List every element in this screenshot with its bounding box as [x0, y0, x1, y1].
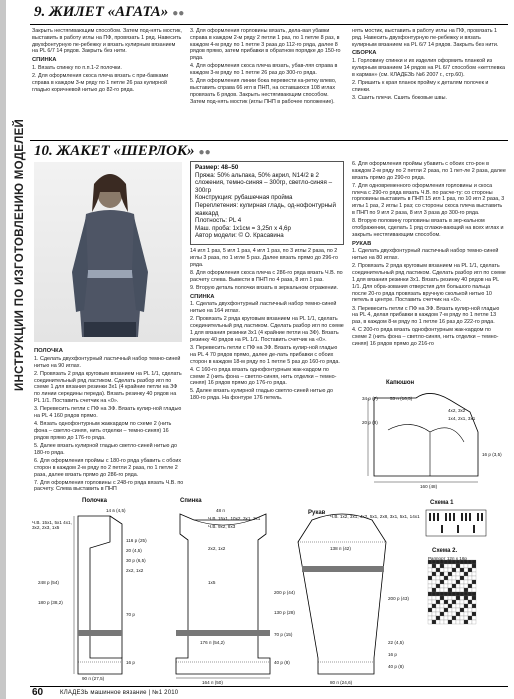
- schema2-cell: [464, 604, 468, 608]
- schema2-cell: [452, 588, 456, 592]
- schema2-cell: [428, 592, 432, 596]
- schema2-subtitle: Раппорт 12п х 16р: [428, 556, 467, 561]
- schema2-cell: [452, 596, 456, 600]
- schema2-cell: [432, 608, 436, 612]
- spinka-label-2: Ч.В. 9х2, 8х3: [208, 524, 236, 529]
- schema2-cell: [444, 588, 448, 592]
- schema2-cell: [460, 588, 464, 592]
- schema2-cell: [452, 608, 456, 612]
- schema2-cell: [468, 620, 472, 624]
- schema2-cell: [460, 608, 464, 612]
- schema2-cell: [464, 600, 468, 604]
- schema2-cell: [448, 584, 452, 588]
- schema2-cell: [428, 584, 432, 588]
- page: [30, 0, 508, 699]
- schema2-cell: [444, 600, 448, 604]
- schema2-cell: [468, 592, 472, 596]
- schema2-cell: [452, 620, 456, 624]
- schema2-cell: [440, 604, 444, 608]
- schema2-cell: [456, 592, 460, 596]
- schema2-cell: [432, 604, 436, 608]
- schema2-cell: [448, 592, 452, 596]
- schema2-cell: [452, 576, 456, 580]
- schema2-cell: [472, 596, 476, 600]
- schema2-cell: [468, 580, 472, 584]
- schema2-cell: [444, 608, 448, 612]
- spec-box: Размер: 48–50 Пряжа: 50% альпака, 50% акрил, N14/2 в 2 сложения, темно-синяя – 300гр, светло-синяя – 300гр Конструкция: рубашечная пройма Переплетения: кулирная гладь, од-нофонтурный жаккард Плотность: PL 4 Маш. проба: 1х1см = 3,25п х 4,6р Автор модели: © О. Красавина: [190, 161, 344, 245]
- sec9-title: 9. ЖИЛЕТ «АГАТА» ●●: [34, 4, 185, 20]
- schema2-cell: [448, 596, 452, 600]
- schema2-cell: [472, 608, 476, 612]
- schema2-cell: [456, 596, 460, 600]
- schema2-cell: [440, 580, 444, 584]
- schema2-cell: [440, 592, 444, 596]
- schema2-cell: [464, 568, 468, 572]
- hood-label-6: 16 р (3,5): [482, 452, 502, 457]
- schema2-cell: [448, 580, 452, 584]
- schema2-cell: [460, 612, 464, 616]
- schema2-cell: [468, 596, 472, 600]
- schema2-cell: [448, 600, 452, 604]
- rukav-label-4: 22 (4,5): [388, 640, 404, 645]
- schema2-cell: [428, 600, 432, 604]
- schema2-cell: [436, 568, 440, 572]
- schema2-cell: [460, 616, 464, 620]
- schema2-cell: [432, 580, 436, 584]
- footer-rule: [30, 686, 508, 687]
- schema2-cell: [432, 612, 436, 616]
- schema2-cell: [456, 620, 460, 624]
- schema2-cell: [436, 604, 440, 608]
- schema2-cell: [472, 564, 476, 568]
- schema2-cell: [456, 576, 460, 580]
- schema2-grid: [428, 560, 476, 624]
- schema2-cell: [448, 564, 452, 568]
- schema2-cell: [432, 616, 436, 620]
- rukav-label-0: Ч.В. 1х2, 3х1, 4х2, 5х1, 2х8, 3х1, 5х1, 14х1: [330, 514, 420, 519]
- spinka-title: Спинка: [180, 498, 202, 504]
- schema2-cell: [456, 580, 460, 584]
- schema2-cell: [456, 600, 460, 604]
- schema2-cell: [456, 564, 460, 568]
- spinka-label-0: 48 п: [216, 508, 225, 513]
- schema2-cell: [436, 584, 440, 588]
- hood-diagram: [360, 390, 506, 490]
- schema2-cell: [436, 564, 440, 568]
- schema2-cell: [428, 572, 432, 576]
- schema2-cell: [460, 580, 464, 584]
- schema2-cell: [452, 584, 456, 588]
- schema2-cell: [444, 576, 448, 580]
- schema2-cell: [456, 616, 460, 620]
- schema2-cell: [472, 592, 476, 596]
- schema2-cell: [436, 600, 440, 604]
- pattern-diagrams: [30, 506, 508, 682]
- polochka-label-10: 16 р: [126, 660, 135, 665]
- schema2-cell: [460, 564, 464, 568]
- schema2-cell: [444, 616, 448, 620]
- schema2-cell: [460, 584, 464, 588]
- schema2-cell: [460, 596, 464, 600]
- model-silhouette: [34, 162, 182, 342]
- rukav-label-3: 200 р (43): [388, 596, 409, 601]
- schema2-cell: [472, 572, 476, 576]
- schema2-title: Схема 2.: [432, 548, 458, 554]
- schema2-cell: [432, 600, 436, 604]
- schema2-cell: [436, 580, 440, 584]
- schema2-cell: [472, 580, 476, 584]
- schema2-cell: [428, 608, 432, 612]
- schema2-cell: [448, 572, 452, 576]
- schema2-cell: [432, 620, 436, 624]
- schema2-cell: [436, 620, 440, 624]
- schema2-cell: [428, 568, 432, 572]
- schema2-cell: [464, 616, 468, 620]
- schema2-cell: [456, 568, 460, 572]
- spinka-label-3: 2х2, 1х2: [208, 546, 226, 551]
- hood-label-1: 53 п (16,5): [390, 396, 413, 401]
- schema2-cell: [448, 568, 452, 572]
- schema2-cell: [428, 564, 432, 568]
- schema2-cell: [468, 564, 472, 568]
- sec9-rule: [30, 24, 508, 25]
- schema2-cell: [464, 572, 468, 576]
- schema2-cell: [460, 576, 464, 580]
- sec10-col-c: 6. Для оформления проймы убавить с обоих сто-рон в каждом 2-м ряду по 2 петли 2 раза, по 1 пет-ле 2 раза, далее вязать прямо до 290-го ряда. 7. Для одновременного оформления горловины и скоса плеча с 290-го ряда вязать Ч.В. по расче-ту: со стороны горловины выставить в ПНП 15 игл 1 раз, по 10 игл 2 раза, 3 иглы 1 раз, 2 иглы 1 раз; со стороны скоса плеча выставить в ПНП по 9 игл 2 раза, 8 игл 3 раза до 300-го ряда. 8. Вторую половину горловины вязать в зер-кальном отображении, сделать 1 ряд сглажи-вающий на всех иглах и закрыть нестягивающим способом. РУКАВ 1. Сделать двухфонтурный ластичный набор темно-синей нитью на 80 иглах. 2. Провязать 2 ряда круговым вязанием на PL 1/1, сделать соединительный ряд ластиком. Сделать разбор игл по схеме 1 для вязания резинки 3х1. Вязать резинку 40 рядов на PL 1/1. Для обра-зования отверстия для большого пальца после 20-го ряда провязать вручную сколькой нитью 10 петель в центре. Поставить счетчик на «0». 3. Перевесить петли с ПФ на ЗФ. Вязать кулир-ной гладью на PL 4, делая прибавки в каждом 7-м ряду по 1 петле 13 раз, в каждом 8-м ряду по 1 петле 16 раз до 222-го ряда. 4. С 200-го ряда вязать однофонтурным жак-кардом по схеме 2 (нить фона – светло-синяя, нить отделки – темно-синяя) 16 рядов прямо до 216-го: [352, 161, 506, 347]
- schema2-cell: [448, 604, 452, 608]
- schema2-cell: [472, 612, 476, 616]
- schema2-cell: [440, 612, 444, 616]
- sec9-col-c: нять мостик, выставить в работу иглы на ПФ, провязать 1 ряд. Навесить двухфонтурную пе-ребежку и вязать кулирным вязанием на PL 6/7 14 рядов. Закрыть без нити. СБОРКА 1. Горловину спинки и их изделия оформить планкой из кулирным вязанием 14 рядов на PL 6/7 способом «кеттлевка в карман» (см. КЛАДЕЗЬ №6 2007 г., стр.60). 2. Пришить к края планок пройму к деталям полочек и спинки. 3. Сшить плечи. Сшить боковые швы.: [352, 28, 505, 101]
- schema2-cell: [448, 576, 452, 580]
- schema2-cell: [464, 592, 468, 596]
- page-number: 60: [32, 687, 44, 698]
- schema2-cell: [464, 620, 468, 624]
- schema2-cell: [444, 612, 448, 616]
- schema2-cell: [432, 584, 436, 588]
- schema2-cell: [456, 584, 460, 588]
- polochka-label-1: Ч.В. 15х1, 5х1 4х1, 3х2, 2х3, 1х5: [32, 520, 72, 531]
- rukav-label-1: 138 п (42): [330, 546, 351, 551]
- schema2-cell: [432, 568, 436, 572]
- rukav-title: Рукав: [308, 510, 326, 516]
- schema2-cell: [440, 608, 444, 612]
- rukav-label-5: 40 р (8): [388, 664, 404, 669]
- schema2-cell: [468, 604, 472, 608]
- schema2-cell: [432, 576, 436, 580]
- schema2-cell: [472, 616, 476, 620]
- schema2-cell: [464, 588, 468, 592]
- schema2-cell: [428, 580, 432, 584]
- schema2-cell: [464, 584, 468, 588]
- model-photo: [34, 162, 182, 342]
- schema2-cell: [468, 600, 472, 604]
- schema2-cell: [440, 572, 444, 576]
- schema2-cell: [432, 588, 436, 592]
- sec10-col-a: ПОЛОЧКА 1. Сделать двухфонтурный ластичный набор темно-синей нитью на 90 иглах. 2. Провязать 2 ряда круговым вязанием на PL 1/1, сделать соединительный ряд ластиком. Сделать разбор игл по схеме 1 для вязания резинки 3х1 (4 крайние петли на ЗФ по линии середины переда). Вязать резинку 40 рядов на PL 1/1. Поставить счетчик на «0». 3. Перевесить петли с ПФ на ЗФ. Вязать кулир-ной гладью на PL 4 160 рядов прямо. 4. Вязать однофонтурным жаккардом по схеме 2 (нить фона – светло-синяя, нить отделки – темно-синяя) 16 рядов прямо до 176-го ряда. 5. Далее вязать кулирной гладью светло-синей нитью до 180-го ряда. 6. Для оформления проймы с 180-го ряда убавить с обоих сторон в каждом 2-м ряду по 2 петли 2 раза, по 1 петле 2 раза, далее вязать прямо до 286-го ряда. 7. Для оформления горловины с 248-го ряда вязать Ч.В. по расчету. Слева выставить в ПНП: [34, 348, 184, 493]
- spinka-label-7: 200 р (44): [274, 590, 295, 595]
- schema2-cell: [444, 580, 448, 584]
- schema2-cell: [448, 608, 452, 612]
- schema2-cell: [436, 596, 440, 600]
- schema2-cell: [460, 592, 464, 596]
- schema2-cell: [436, 612, 440, 616]
- spinka-label-9: 70 р (15): [274, 632, 293, 637]
- schema2-cell: [448, 612, 452, 616]
- hood-label-4: 1х4, 2х1, 3х1: [448, 416, 476, 421]
- polochka-label-0: 14 в (4,5): [106, 508, 126, 513]
- side-banner: [0, 0, 26, 699]
- schema2-cell: [436, 576, 440, 580]
- schema2-cell: [440, 584, 444, 588]
- schema2-cell: [444, 564, 448, 568]
- schema2-cell: [428, 596, 432, 600]
- schema2-cell: [444, 596, 448, 600]
- schema2-cell: [428, 588, 432, 592]
- schema2-cell: [444, 592, 448, 596]
- schema2-cell: [444, 584, 448, 588]
- schema2-cell: [452, 612, 456, 616]
- schema2-cell: [440, 600, 444, 604]
- schema2-cell: [456, 572, 460, 576]
- schema2-cell: [468, 568, 472, 572]
- schema2-cell: [452, 604, 456, 608]
- polochka-label-2: 248 р (54): [38, 580, 59, 585]
- schema2-cell: [452, 572, 456, 576]
- schema2-cell: [452, 616, 456, 620]
- schema2-cell: [456, 604, 460, 608]
- schema2-cell: [432, 596, 436, 600]
- schema2-cell: [460, 568, 464, 572]
- schema2-cell: [472, 620, 476, 624]
- schema2-cell: [472, 576, 476, 580]
- spinka-label-10: 40 р (8): [274, 660, 290, 665]
- spinka-label-4: 1х5: [208, 580, 216, 585]
- schema2-cell: [464, 580, 468, 584]
- schema2-cell: [440, 588, 444, 592]
- schema2-cell: [452, 600, 456, 604]
- schema2-cell: [452, 580, 456, 584]
- footer-text: КЛАДЕЗЬ машинное вязание | №1 2010: [60, 690, 179, 696]
- sec10-rule: [30, 140, 508, 141]
- schema2-cell: [468, 560, 472, 564]
- schema2-cell: [472, 600, 476, 604]
- rukav-label-6: 16 р: [388, 652, 397, 657]
- schema2-cell: [436, 572, 440, 576]
- schema2-cell: [436, 608, 440, 612]
- schema2-cell: [468, 576, 472, 580]
- rukav-label-2: 80 п (24,6): [330, 680, 353, 685]
- sec9-col-b: 3. Для оформления горловины вязать, дела-вая убавки справа в каждом 2-м ряду 2 петли 1 раз, по 1 петле 8 раз, в каждом 4-м ряду по 1 петле 3 раза до 112-го ряда, далее 8 рядов прямо, затем прибавки в обратном порядке до 150-го ряда. 4. Для оформления скоса плеча вязать, убав-ляя справа в каждом 3-м ряду по 1 петле 26 раз до 300-го ряда. 5. Для оформления линии бока перевести ка-ретку влево, выставить справа 66 игл в ПНП, на оставшихся 108 иглах провязать 6 рядов. Закрыть нестягивающим способом. Затем под-нять мостик (иглы ПНП в рабочее положение).: [190, 28, 341, 105]
- schema2-cell: [448, 620, 452, 624]
- schema2-cell: [436, 616, 440, 620]
- schema2-cell: [464, 564, 468, 568]
- hood-title: Капюшон: [386, 380, 415, 386]
- schema2-cell: [444, 572, 448, 576]
- spinka-label-5: 176 п (54,2): [200, 640, 225, 645]
- schema2-cell: [428, 576, 432, 580]
- schema2-cell: [472, 584, 476, 588]
- schema2-cell: [456, 608, 460, 612]
- schema2-cell: [432, 592, 436, 596]
- hood-label-5: 160 (48): [420, 484, 438, 489]
- polochka-label-7: 30 р (6,5): [126, 558, 146, 563]
- schema2-cell: [468, 572, 472, 576]
- schema2-cell: [464, 608, 468, 612]
- spinka-label-1: Ч.В. 15х1, 10х2, 3х1, 2х1: [208, 516, 261, 521]
- schema2-cell: [452, 568, 456, 572]
- schema2-cell: [468, 612, 472, 616]
- schema2-cell: [428, 616, 432, 620]
- schema2-cell: [468, 608, 472, 612]
- schema2-cell: [456, 612, 460, 616]
- schema2-cell: [440, 568, 444, 572]
- schema2-cell: [464, 612, 468, 616]
- schema2-cell: [440, 564, 444, 568]
- sec10-col-b: 14 игл 1 раз, 5 игл 1 раз, 4 игл 1 раз, по 3 иглы 2 раза, по 2 иглы 3 раза, по 1 игле 5 раз. Далее вязать прямо до 296-го ряда. 8. Для оформления скоса плеча с 286-го ряда вязать Ч.В. по расчету слева. Вывести в ПНП по 4 раза, 8 игл 1 раз. 9. Вторую деталь полочки вязать в зеркальном отражении. СПИНКА 1. Сделать двухфонтурный ластичный набор темно-синей нитью на 164 иглах. 2. Провязать 2 ряда круговым вязанием на PL 1/1, сделать соединительный ряд ластиком. Сделать разбор игл по схеме 1 для вязания резинки 3х1 (4 крайние петли на ЗФ). Вязать резинку 40 рядов на PL 1/1. Поставить счетчик на «0». 3. Перевесить петли с ПФ на ЗФ. Вязать кулир-ной гладью на PL 4 70 рядов прямо, далее де-лать прибавки с обоих сторон в каждом 18-м ряду по 1 петле 5 раз до 160-го ряда. 4. С 160-го ряда вязать однофонтурным жак-кардом по схеме 2 (нить фона – светло-синяя, нить отделки – темно-синяя) 16 рядов прямо до 176-го ряда. 5. Далее вязать кулирной гладью светло-синей нитью до 180-го ряда. На фонтуре 176 петель.: [190, 248, 344, 402]
- polochka-label-8: 2х2, 1х2: [126, 568, 144, 573]
- polochka-label-9: 70 р: [126, 612, 135, 617]
- schema2-cell: [460, 604, 464, 608]
- schema2-cell: [428, 604, 432, 608]
- schema2-cell: [440, 616, 444, 620]
- schema2-cell: [468, 584, 472, 588]
- sec9-col-a: Закрыть нестягивающим способом. Затем под-нять мостик, выставить в работу иглы на ПФ, провязать 1 ряд. Навесить двухфонтурную пе-ребежку и вязать кулирным вязанием на PL 6/7 14 рядов. Закрыть без нити. СПИНКА 1. Вязать спинку по п.п.1-2 полочки. 2. Для оформления скоса плеча вязать с при-бавками справа в каждом 3-м ряду по 1 петле 26 раз кулирной гладью коричневой нитью до 82-го ряда.: [32, 28, 182, 93]
- schema2-cell: [468, 588, 472, 592]
- schema2-cell: [452, 564, 456, 568]
- schema2-cell: [444, 568, 448, 572]
- schema2-cell: [468, 616, 472, 620]
- hood-label-3: 4х2, 3х2: [448, 408, 466, 413]
- schema2-cell: [440, 576, 444, 580]
- hood-label-2: 20 р (8): [362, 420, 378, 425]
- schema2-cell: [472, 560, 476, 564]
- schema2-cell: [472, 588, 476, 592]
- schema2-cell: [464, 596, 468, 600]
- schema2-cell: [444, 604, 448, 608]
- schema2-cell: [432, 564, 436, 568]
- schema2-cell: [428, 612, 432, 616]
- polochka-label-5: 116 р (25): [126, 538, 147, 543]
- schema2-cell: [444, 620, 448, 624]
- schema2-cell: [460, 620, 464, 624]
- schema2-cell: [472, 568, 476, 572]
- schema1-title: Схема 1: [430, 500, 454, 506]
- polochka-label-4: 90 п (27,5): [82, 676, 105, 681]
- spinka-label-8: 130 р (28): [274, 610, 295, 615]
- polochka-title: Полочка: [82, 498, 107, 504]
- schema2-cell: [436, 592, 440, 596]
- side-banner-text: ИНСТРУКЦИИ ПО ИЗГОТОВЛЕНИЮ МОДЕЛЕЙ: [14, 118, 26, 391]
- polochka-label-3: 180 р (38,2): [38, 600, 63, 605]
- schema2-cell: [464, 576, 468, 580]
- schema2-cell: [428, 620, 432, 624]
- hood-label-0: 34 р (7): [362, 396, 378, 401]
- schema2-cell: [460, 600, 464, 604]
- schema2-cell: [440, 596, 444, 600]
- schema2-cell: [440, 620, 444, 624]
- schema2-cell: [448, 616, 452, 620]
- sec10-title: 10. ЖАКЕТ «ШЕРЛОК» ●●: [34, 143, 211, 159]
- schema2-cell: [448, 588, 452, 592]
- schema2-cell: [452, 592, 456, 596]
- spinka-label-6: 164 п (50): [202, 680, 223, 685]
- polochka-label-6: 20 (4,5): [126, 548, 142, 553]
- schema2-cell: [472, 604, 476, 608]
- schema2-cell: [456, 588, 460, 592]
- schema2-cell: [432, 572, 436, 576]
- schema2-cell: [436, 588, 440, 592]
- schema2-cell: [460, 572, 464, 576]
